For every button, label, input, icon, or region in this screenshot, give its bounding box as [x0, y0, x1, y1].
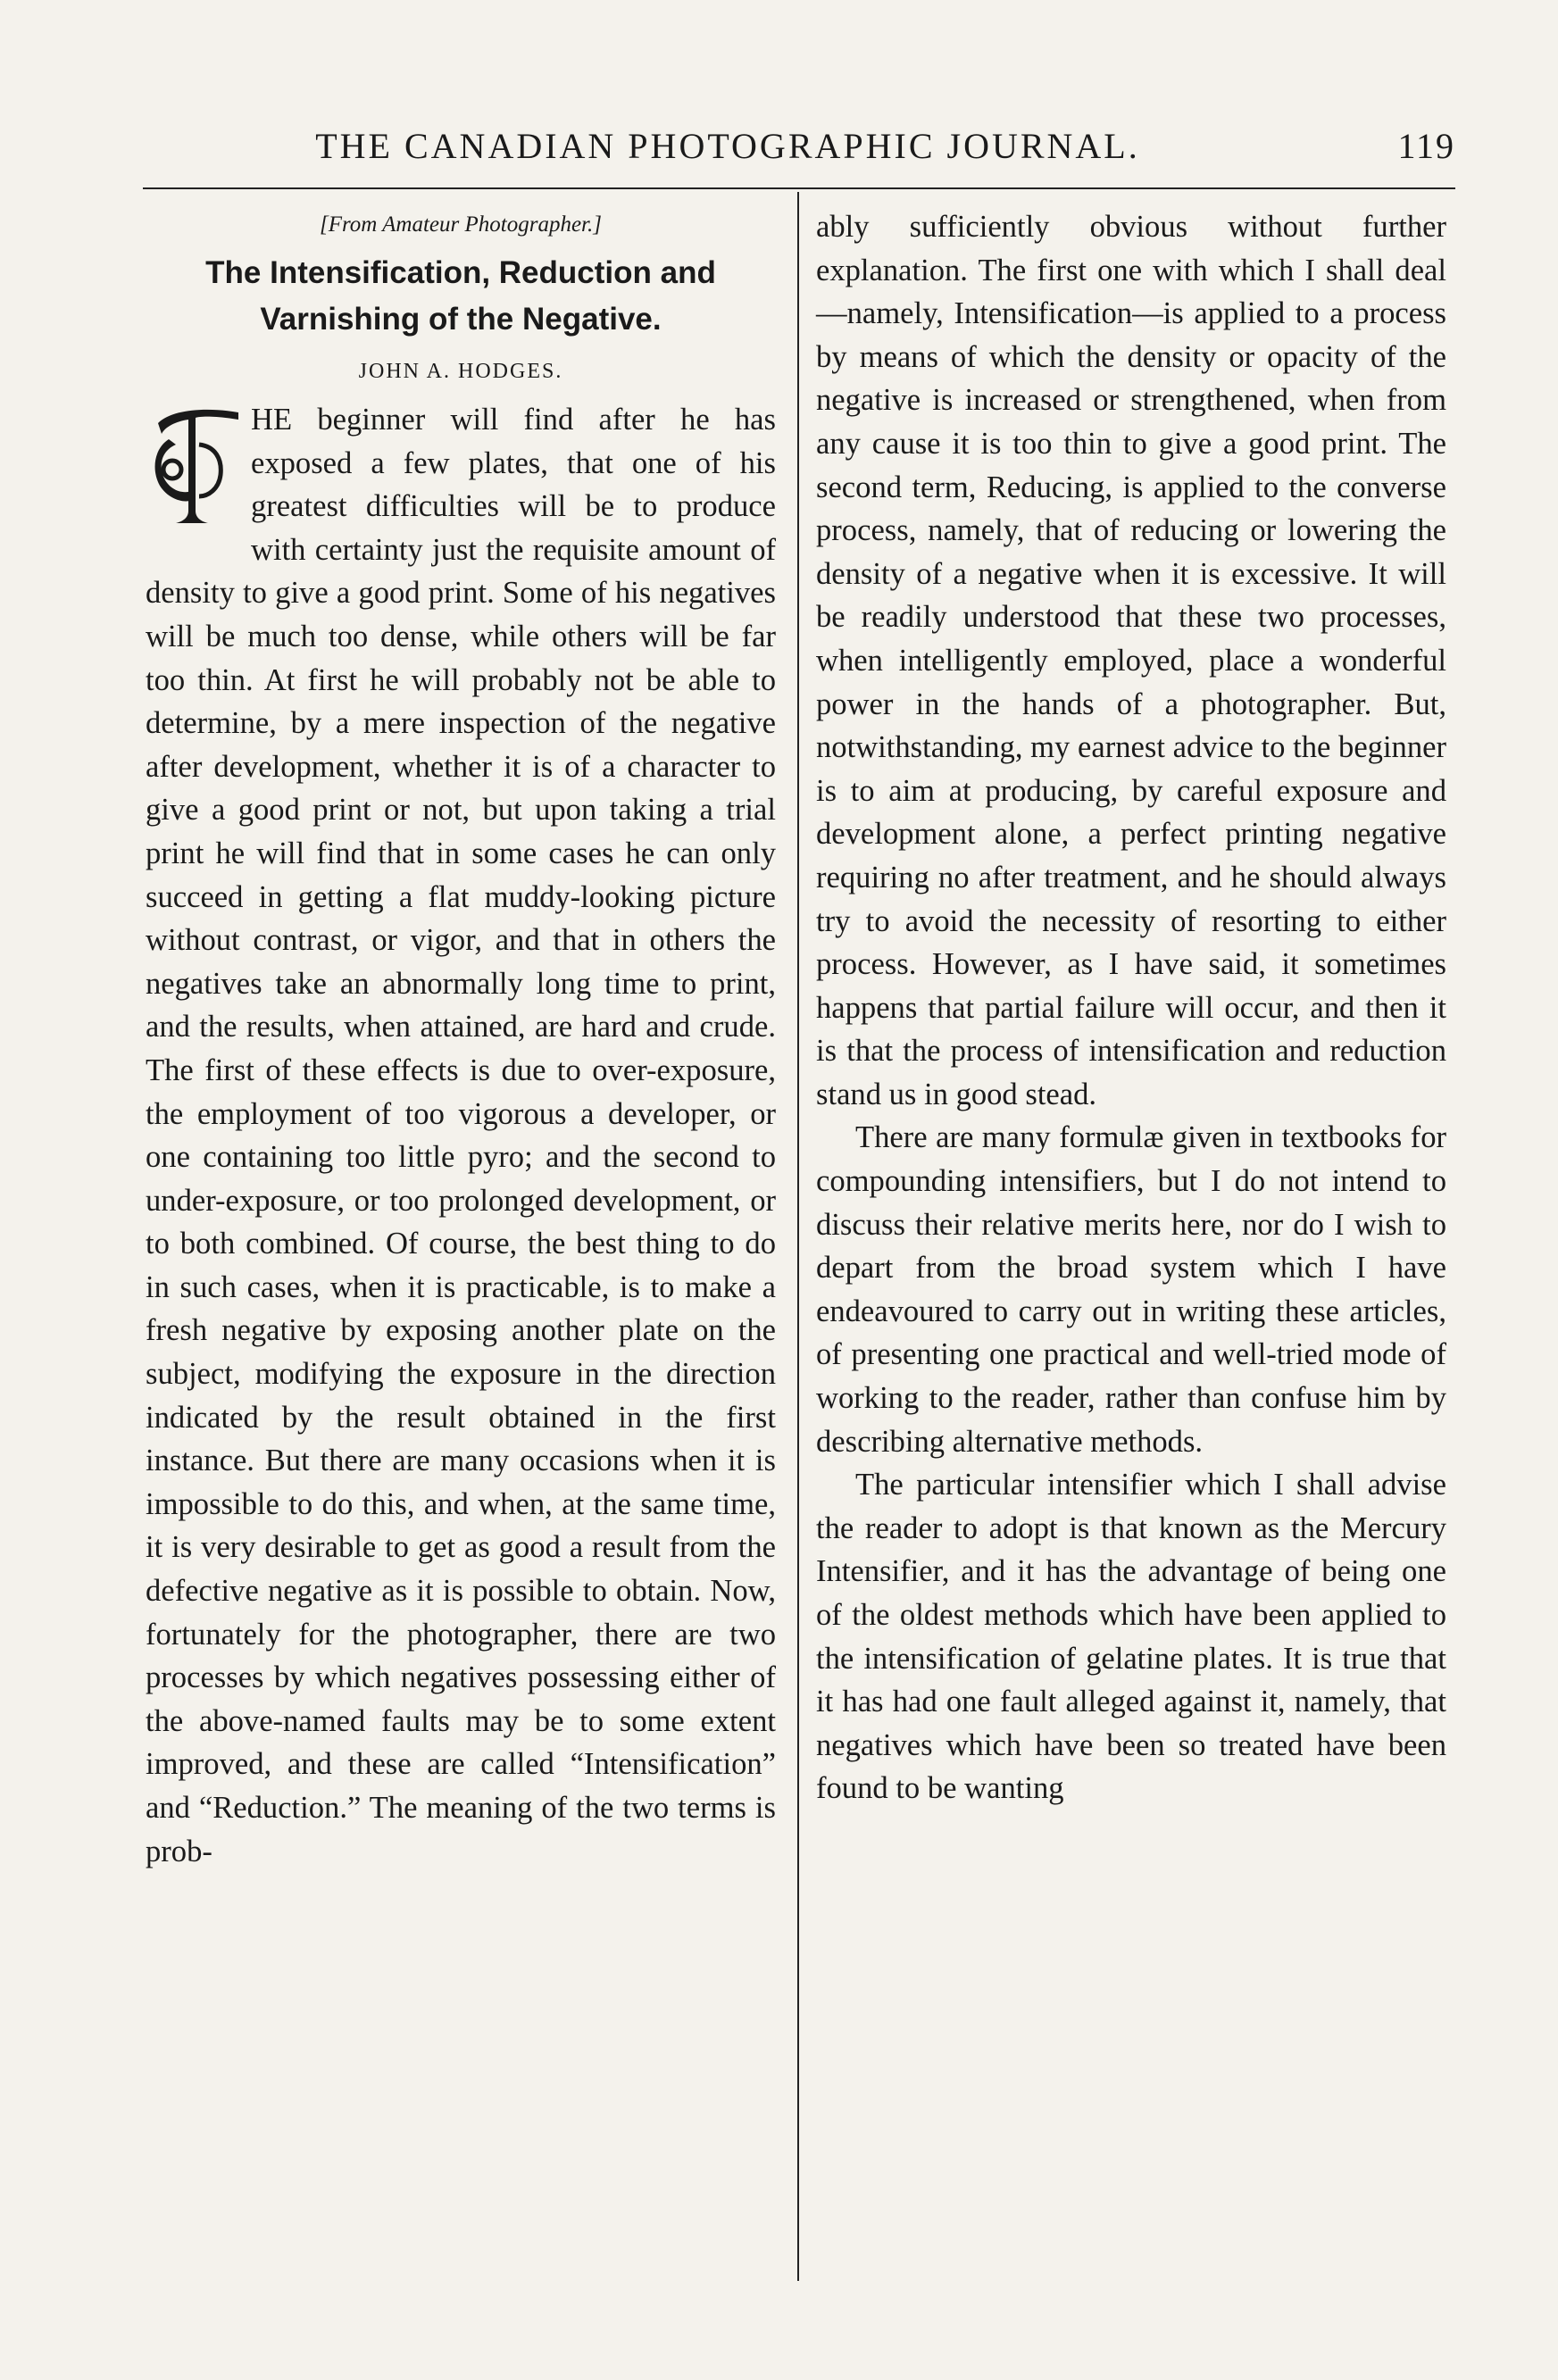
- author-byline: JOHN A. HODGES.: [358, 360, 563, 383]
- left-paragraph-1: HE beginner will find after he has exposed a few plates, that one of his greatest difficulties will be to produce with certainty just the requisite amount of density to give a good print. Some of his negatives will be much too dense, while others will be far too thin. At first he will probably not be able to determine, by a mere inspection of the negative after development, whether it is of a character to give a good print or not, but upon taking a trial print he will find that in some cases he can only succeed in getting a flat muddy-looking picture without contrast, or vigor, and that in others the negatives take an abnormally long time to print, and the results, when attained, are hard and crude. The first of these effects is due to over-exposure, the employment of too vigorous a developer, or one containing too little pyro; and the second to under-exposure, or too prolonged development, or to both combined. Of course, the best thing to do in such cases, when it is practicable, is to make a fresh negative by exposing another plate on the subject, modifying the exposure in the direction indicated by the result obtained in the first instance. But there are many occasions when it is impossible to do this, and when, at the same time, it is very desirable to get as good a result from the defective negative as it is possible to obtain. Now, fortunately for the photographer, there are two processes by which negatives possessing either of the above-named faults may be to some extent improved, and these are called “Intensification” and “Reduction.” The meaning of the two terms is prob-: [146, 403, 776, 1868]
- right-paragraph-3: The particular intensifier which I shall advise the reader to adopt is that known as the Mercury Intensifier, and it has the advantage of being one of the oldest methods which have been applied to the intensification of gelatine plates. It is true that it has had one fault alleged against it, namely, that negatives which have been so treated have been found to be wanting: [816, 1468, 1446, 1806]
- column-divider: [797, 192, 799, 2281]
- left-column: [146, 205, 776, 1873]
- right-column: [816, 205, 1446, 1810]
- page-number: 119: [1397, 126, 1455, 166]
- opening-paragraph: [146, 398, 776, 1873]
- journal-title: THE CANADIAN PHOTOGRAPHIC JOURNAL.: [315, 126, 1140, 166]
- running-head: [143, 125, 1455, 170]
- right-paragraph-1: ably sufficiently obvious without further explanation. The first one with which I shall deal—namely, Intensification—is applied to a process by means of which the density or opacity of the negative is increased or strengthened, when from any cause it is too thin to give a good print. The second term, Reducing, is applied to the converse process, namely, that of reducing or lowering the density of a negative when it is excessive. It will be readily understood that these two processes, when intelligently employed, place a wonderful power in the hands of a photographer. But, notwithstanding, my earnest advice to the beginner is to aim at producing, by careful exposure and development alone, a perfect printing negative requiring no after treatment, and he should always try to avoid the necessity of resorting to either process. However, as I have said, it sometimes happens that partial failure will occur, and then it is that the process of intensification and reduction stand us in good stead.: [816, 210, 1446, 1111]
- header-rule: [143, 187, 1455, 189]
- article-title-line-1: The Intensification, Reduction and: [205, 255, 716, 290]
- source-credit: [From Amateur Photographer.]: [320, 212, 602, 237]
- ornamental-t-icon: [146, 404, 242, 528]
- drop-cap-initial: [146, 404, 242, 528]
- right-paragraph-2: There are many formulæ given in textbooks for compounding intensifiers, but I do not intend to discuss their relative merits here, nor do I wish to depart from the broad system which I have endeavoured to carry out in writing these articles, of presenting one practical and well-tried mode of working to the reader, rather than confuse him by describing alternative methods.: [816, 1120, 1446, 1459]
- article-title-line-2: Varnishing of the Negative.: [260, 302, 662, 337]
